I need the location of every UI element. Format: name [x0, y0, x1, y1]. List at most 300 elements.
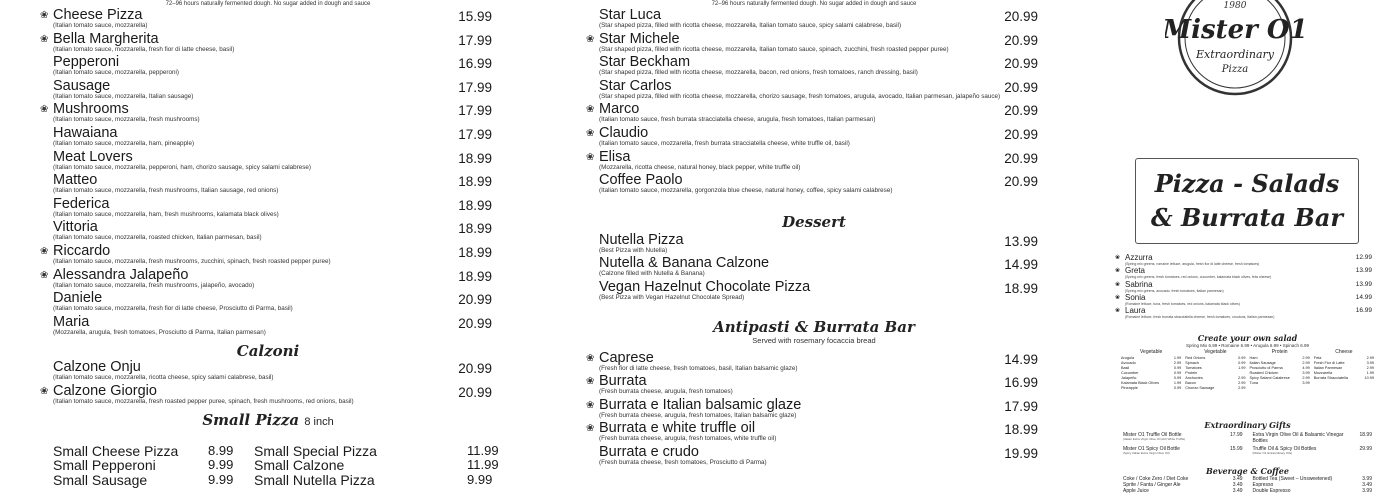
byo-option [1185, 386, 1245, 391]
item-name: Small Calzone [254, 457, 345, 473]
gift-right [1252, 432, 1372, 444]
item-name: Star Beckham [599, 54, 691, 71]
item-description: (Mozzarella, ricotta cheese, natural honey, black pepper, white truffle oil) [599, 163, 801, 171]
item-description: (Italian tomato sauce, mozzarella, pepperoni, ham, chorizo sausage, spicy salami calabrese) [53, 163, 311, 171]
logo-sub1: Extraordinary [1195, 48, 1275, 61]
gift-row [1115, 446, 1380, 455]
item-name: Cheese Pizza [53, 7, 143, 23]
item-price: 8.99 [208, 442, 234, 458]
option-name: Fresh Fior di Latte [1313, 361, 1345, 365]
item-description: (Italian tomato sauce, mozzarella, pepperoni) [53, 69, 180, 77]
option-name: Red Onions [1185, 356, 1206, 360]
menu-item [586, 102, 1042, 126]
item-price: 14.99 [1004, 257, 1038, 273]
pizza-list [40, 8, 496, 338]
item-name: Federica [53, 195, 110, 212]
option-price: 2.99 [1366, 366, 1374, 370]
menu-item [40, 150, 496, 174]
beverage-title: Beverage & Coffee [1206, 466, 1289, 476]
beverage-name: Apple Juice [1123, 488, 1149, 494]
star-pizza-list [586, 8, 1042, 197]
vegetarian-leaf-icon: ❀ [40, 269, 49, 281]
menu-item [586, 32, 1042, 56]
logo-name: Mister O1 [1165, 15, 1305, 45]
mister-o1-logo [1165, 0, 1305, 102]
vegetarian-leaf-icon: ❀ [586, 151, 595, 163]
title-banner [1135, 158, 1359, 244]
item-description: (Italian tomato sauce, mozzarella) [53, 22, 148, 29]
beverage-right [1252, 488, 1372, 494]
item-description: (Fresh fior di latte cheese, fresh tomatoes, basil, Italian balsamic glaze) [599, 364, 798, 372]
option-name: Pineapple [1121, 386, 1138, 390]
menu-item [40, 55, 496, 79]
byo-column [1121, 356, 1181, 391]
item-description: (Italian tomato sauce, mozzarella, roasted chicken, Italian parmesan, basil) [53, 234, 262, 242]
item-description: (Italian tomato sauce, mozzarella, ham, pineapple) [53, 139, 195, 147]
item-price: 20.99 [1004, 174, 1038, 190]
item-price: 15.99 [458, 9, 492, 24]
item-price: 17.99 [458, 79, 492, 95]
item-name: Small Nutella Pizza [254, 471, 375, 488]
option-name: Italian Parmesan [1313, 366, 1343, 370]
option-name: Tuna [1249, 381, 1259, 385]
byo-column-header: Vegetable [1140, 349, 1163, 355]
byo-grid [1115, 349, 1380, 391]
option-name: Roasted Chicken [1249, 371, 1279, 375]
option-name: Kalamata Black Olives [1121, 381, 1159, 385]
item-description: (Italian tomato sauce, mozzarella, fresh mushrooms, zucchini, spinach, fresh roasted pepper puree) [53, 257, 331, 265]
menu-item [586, 351, 1042, 375]
dough-note-2: 72–96 hours naturally fermented dough. No sugar added in dough and sauce [711, 1, 917, 7]
salad-item [1115, 267, 1380, 280]
beverage-name: Coke / Coke Zero / Diet Coke [1123, 476, 1189, 482]
gift-name: Extra Virgin Olive Oil & Balsamic Vinegar Bottles [1252, 432, 1344, 444]
item-name: Pepperoni [53, 54, 120, 71]
byo-bases: Spring Mix 6.99 • Romaine 6.99 • Arugula 6.99 • Spinach 6.99 [1185, 343, 1310, 348]
option-name: Basil [1121, 366, 1130, 370]
byo-column-header: Protein [1271, 349, 1288, 355]
menu-item [586, 173, 1042, 197]
menu-item [586, 150, 1042, 174]
item-description: (Best Pizza with Nutella) [599, 246, 668, 254]
item-name: Vittoria [53, 219, 98, 236]
option-price: 2.99 [1302, 376, 1310, 380]
small-pizza-grid [40, 431, 499, 491]
vegetarian-leaf-icon: ❀ [40, 33, 49, 45]
option-name: Tomatoes [1185, 366, 1202, 370]
option-name: Arugula [1121, 356, 1135, 360]
item-name: Caprese [599, 349, 654, 366]
item-description: (Italian tomato sauce, fresh burrata stracciatella cheese, arugula, fresh tomatoes, Italian parmesan) [599, 116, 876, 124]
item-name: Small Pepperoni [53, 457, 156, 473]
item-description: (Italian tomato sauce, mozzarella, fresh mushrooms, Italian sausage, red onions) [53, 187, 279, 195]
beverage-name: Double Espresso [1252, 488, 1291, 494]
item-name: Vegan Hazelnut Chocolate Pizza [599, 278, 811, 295]
item-description: (Best Pizza with Vegan Hazelnut Chocolate Spread) [599, 293, 745, 301]
option-price: 0.99 [1238, 361, 1246, 365]
small-pizza-heading [40, 411, 496, 431]
item-name: Hawaiana [53, 124, 118, 141]
item-name: Riccardo [53, 242, 111, 259]
beverage-price: 3.99 [1362, 488, 1372, 494]
item-price: 20.99 [458, 384, 492, 400]
item-name: Bella Margherita [53, 30, 159, 47]
byo-column [1314, 356, 1374, 391]
item-price: 13.99 [1004, 233, 1038, 249]
salad-price: 12.99 [1355, 254, 1372, 261]
vegetarian-leaf-icon: ❀ [1115, 281, 1121, 288]
item-price: 20.99 [1004, 32, 1038, 48]
menu-item [586, 126, 1042, 150]
item-price: 17.99 [458, 32, 492, 48]
item-price: 20.99 [1004, 56, 1038, 72]
item-price: 20.99 [1004, 79, 1038, 95]
item-description: (Fresh burrata cheese, arugula, fresh tomatoes, Italian balsamic glaze) [599, 411, 797, 419]
menu-item [40, 79, 496, 103]
option-price: 10.99 [1364, 376, 1374, 380]
salad-name: Greta [1125, 266, 1146, 276]
logo-seal-icon [1165, 0, 1305, 102]
beverage-price: 3.49 [1362, 482, 1372, 488]
item-name: Burrata [599, 373, 647, 390]
gift-name: Mister O1 Truffle Oil Bottle [1123, 432, 1182, 438]
dough-note: 72–96 hours naturally fermented dough. No sugar added in dough and sauce [165, 1, 371, 7]
item-price: 18.99 [458, 150, 492, 166]
byo-option [1121, 386, 1181, 391]
item-price: 20.99 [1004, 150, 1038, 166]
item-price: 18.99 [458, 268, 492, 284]
item-price: 20.99 [458, 361, 492, 377]
item-description: (Italian tomato sauce, mozzarella, fresh mushrooms) [53, 116, 200, 124]
item-name: Elisa [599, 148, 631, 165]
beverage-left [1123, 488, 1243, 494]
option-name: Italian Sausage [1249, 361, 1276, 365]
option-price: 3.99 [1366, 361, 1374, 365]
item-name: Matteo [53, 172, 98, 189]
gift-row [1115, 432, 1380, 444]
item-name: Star Luca [599, 7, 662, 23]
item-description: (Italian tomato sauce, mozzarella, ham, fresh mushrooms, kalamata black olives) [53, 210, 279, 218]
salad-name: Sabrina [1125, 279, 1153, 289]
menu-column-specials [586, 0, 1042, 469]
gift-name-block [1252, 446, 1316, 455]
menu-item [586, 374, 1042, 398]
menu-item [40, 268, 496, 292]
item-price: 16.99 [458, 56, 492, 72]
item-name: Burrata e white truffle oil [599, 420, 756, 437]
salad-price: 13.99 [1355, 267, 1372, 275]
byo-title: Create your own salad [1197, 333, 1298, 343]
gift-price: 17.99 [1230, 432, 1243, 438]
logo-year: 1980 [1223, 1, 1247, 11]
dessert-list [586, 233, 1042, 304]
item-description: (Italian tomato sauce, mozzarella, fresh burrata stracciatella cheese, white truffle oil, basil) [599, 139, 850, 147]
gift-name-block [1252, 432, 1359, 444]
option-name: Prosciutto di Parma [1249, 366, 1283, 370]
option-price: 1.99 [1173, 381, 1182, 385]
salad-price: 13.99 [1355, 280, 1372, 288]
option-price: 3.99 [1302, 371, 1310, 375]
gift-left [1123, 432, 1243, 444]
item-name: Calzone Giorgio [53, 382, 157, 399]
menu-item [40, 360, 496, 384]
gifts-section [1115, 420, 1380, 455]
byo-option [1250, 381, 1310, 386]
option-name: Cucumber [1121, 371, 1139, 375]
gift-note: (Italian Extra Virgin Olive Oil with White Truffle) [1123, 437, 1186, 441]
dessert-heading: Dessert [782, 212, 846, 231]
item-price: 18.99 [458, 244, 492, 260]
item-name: Sausage [53, 77, 111, 94]
item-name: Alessandra Jalapeño [53, 266, 189, 283]
gift-price: 29.99 [1359, 446, 1372, 452]
gift-note: (Mister O1 Extraordinary Oils) [1252, 451, 1293, 455]
salad-description: (Spring mix greens, romaine lettuce, arugula, fresh fior di latte cheese, fresh tomatoes) [1125, 262, 1260, 266]
item-name: Maria [53, 313, 90, 330]
option-name: Mozzarella [1313, 371, 1333, 375]
item-price: 20.99 [458, 292, 492, 308]
vegetarian-leaf-icon: ❀ [586, 104, 595, 116]
salad-item [1115, 254, 1380, 267]
item-name: Marco [599, 101, 640, 118]
item-description: (Star shaped pizza, filled with ricotta cheese, mozzarella, Italian tomato sauce, spinach, zucchini, fresh roasted pepper puree) [599, 45, 949, 53]
gift-left [1123, 446, 1243, 455]
small-pizza-title: Small Pizza [202, 410, 300, 429]
banner-line-2: & Burrata Bar [1150, 203, 1344, 232]
beverage-list [1115, 476, 1380, 494]
option-name: Feta [1313, 356, 1322, 360]
antipasti-heading: Antipasti & Burrata Bar [713, 317, 915, 336]
item-name: Calzone Onju [53, 359, 141, 376]
menu-column-pizzas [40, 0, 499, 491]
item-description: (Italian tomato sauce, mozzarella, fresh fior di latte cheese, Prosciutto di Parma, basil) [53, 305, 293, 313]
beverage-price: 3.49 [1232, 482, 1243, 488]
menu-item [40, 32, 496, 56]
beverage-row [1115, 488, 1380, 494]
gift-price: 18.99 [1359, 432, 1372, 438]
vegetarian-leaf-icon: ❀ [1115, 308, 1121, 315]
vegetarian-leaf-icon: ❀ [586, 376, 595, 388]
small-pizza-item [254, 471, 493, 488]
beverage-name: Espresso [1252, 482, 1274, 488]
vegetarian-leaf-icon: ❀ [40, 245, 49, 257]
item-price: 17.99 [458, 126, 492, 142]
gift-name-block [1123, 446, 1180, 455]
item-price: 18.99 [458, 197, 492, 213]
menu-item [40, 197, 496, 221]
item-price: 9.99 [208, 471, 234, 487]
option-name: Avocado [1121, 361, 1136, 365]
option-name: Ham [1249, 356, 1258, 360]
salad-item [1115, 294, 1380, 307]
item-name: Star Carlos [599, 77, 672, 94]
option-price: 2.99 [1238, 386, 1246, 390]
menu-item [586, 445, 1042, 469]
item-price: 11.99 [467, 442, 499, 458]
menu-item [40, 126, 496, 150]
option-name: Spicy Salami Calabrese [1249, 376, 1290, 380]
option-price: 0.99 [1173, 371, 1182, 375]
antipasti-list [586, 351, 1042, 469]
vegetarian-leaf-icon: ❀ [40, 385, 49, 397]
byo-column [1250, 356, 1310, 391]
item-description: (Italian tomato sauce, mozzarella, fresh roasted pepper puree, spinach, fresh mushrooms, red onions, basil) [53, 397, 354, 405]
small-pizza-item [53, 471, 234, 488]
gift-note: (Spicy Italian Extra Virgin Olive Oil) [1123, 451, 1170, 455]
item-price: 20.99 [1004, 9, 1038, 24]
option-price: 1.99 [1173, 356, 1182, 360]
salad-list [1115, 254, 1380, 320]
item-description: (Italian tomato sauce, mozzarella, gorgonzola blue cheese, natural honey, coffee, spicy salami calabrese) [599, 187, 893, 195]
item-description: (Star shaped pizza, filled with ricotta cheese, mozzarella, chorizo sausage, fresh tomatoes, arugula, avocado, Italian parmesan, jalapeño sauce) [599, 92, 1001, 100]
menu-item [40, 102, 496, 126]
salad-description: (Romaine lettuce, tuna, fresh tomatoes, red onions, kalamata black olives) [1125, 301, 1240, 306]
beverage-price: 3.49 [1232, 476, 1243, 482]
menu-item [40, 8, 496, 32]
menu-item [586, 280, 1042, 304]
salad-name: Sonia [1125, 292, 1146, 302]
item-name: Coffee Paolo [599, 172, 683, 189]
option-price: 2.99 [1238, 376, 1246, 380]
option-price: 2.99 [1366, 356, 1374, 360]
vegetarian-leaf-icon: ❀ [1115, 255, 1121, 261]
menu-item [40, 173, 496, 197]
menu-item [40, 384, 496, 408]
option-name: Spinach [1185, 361, 1199, 365]
vegetarian-leaf-icon: ❀ [586, 399, 595, 411]
item-price: 20.99 [1004, 126, 1038, 142]
small-pizza-size: 8 inch [304, 415, 334, 428]
item-description: (Italian tomato sauce, mozzarella, Italian sausage) [53, 92, 194, 100]
option-price: 2.99 [1173, 361, 1182, 365]
gift-price: 15.99 [1230, 446, 1243, 452]
item-price: 9.99 [467, 471, 493, 487]
option-name: Chorizo Sausage [1185, 386, 1215, 390]
item-description: (Mozzarella, arugula, fresh tomatoes, Prosciutto di Parma, Italian parmesan) [53, 328, 266, 336]
calzoni-list [40, 360, 496, 407]
item-description: (Fresh burrata cheese, fresh tomatoes, Prosciutto di Parma) [599, 458, 767, 466]
gift-name-block [1123, 432, 1185, 444]
item-description: (Fresh burrata cheese, arugula, fresh tomatoes) [599, 388, 733, 396]
option-price: 0.99 [1238, 356, 1246, 360]
menu-item [40, 315, 496, 339]
menu-item [40, 291, 496, 315]
menu-item [586, 398, 1042, 422]
option-price: 2.99 [1238, 381, 1246, 385]
logo-sub2: Pizza [1221, 64, 1249, 75]
item-price: 18.99 [458, 221, 492, 237]
option-price: 0.99 [1173, 386, 1182, 390]
vegetarian-leaf-icon: ❀ [40, 10, 49, 21]
item-price: 17.99 [1004, 398, 1038, 414]
item-name: Nutella & Banana Calzone [599, 255, 770, 272]
salad-name: Azzurra [1125, 253, 1153, 262]
beverage-name: Bottled Tea (Sweet – Unsweetened) [1252, 476, 1333, 482]
vegetarian-leaf-icon: ❀ [586, 423, 595, 435]
item-name: Small Special Pizza [254, 442, 377, 459]
salad-description: (Spring mix greens, fresh tomatoes, red onions, cucumber, kalamata black olives, feta cheese) [1125, 275, 1272, 280]
item-name: Claudio [599, 124, 649, 141]
salad-item [1115, 307, 1380, 320]
item-description: (Italian tomato sauce, mozzarella, fresh fior di latte cheese, basil) [53, 45, 235, 53]
item-name: Small Cheese Pizza [53, 442, 179, 459]
gift-name: Mister O1 Spicy Oil Bottle [1123, 446, 1180, 452]
beverage-price: 3.99 [1362, 476, 1372, 482]
item-price: 19.99 [1004, 445, 1038, 461]
menu-item [586, 79, 1042, 103]
gifts-title: Extraordinary Gifts [1204, 420, 1291, 430]
item-description: (Italian tomato sauce, mozzarella, fresh mushrooms, jalapeño, avocado) [53, 281, 255, 289]
vegetarian-leaf-icon: ❀ [1115, 268, 1121, 275]
item-name: Small Sausage [53, 471, 148, 488]
item-price: 20.99 [458, 315, 492, 331]
build-your-salad [1115, 333, 1380, 391]
item-price: 20.99 [1004, 103, 1038, 119]
item-description: (Star shaped pizza, filled with ricotta cheese, mozzarella, bacon, red onions, fresh tomatoes, ranch dressing, basil) [599, 69, 918, 77]
vegetarian-leaf-icon: ❀ [40, 104, 49, 116]
salad-description: (Romaine lettuce, fresh burrata stracciatella cheese, fresh tomatoes, croutons, Italian parmesan) [1125, 315, 1275, 320]
salad-name: Laura [1125, 306, 1146, 316]
vegetarian-leaf-icon: ❀ [1115, 294, 1121, 301]
option-price: 2.99 [1302, 356, 1310, 360]
menu-item [586, 8, 1042, 32]
byo-column [1185, 356, 1245, 391]
option-price: 3.99 [1302, 381, 1310, 385]
vegetarian-leaf-icon: ❀ [586, 127, 595, 139]
salad-description: (Spring mix greens, avocado, fresh tomatoes, Italian parmesan) [1125, 288, 1224, 293]
item-name: Nutella Pizza [599, 231, 684, 248]
item-name: Daniele [53, 290, 103, 307]
option-name: Protein [1185, 371, 1198, 375]
beverage-name: Sprite / Fanta / Ginger Ale [1123, 482, 1181, 488]
item-description: (Calzone filled with Nutella & Banana) [599, 270, 705, 278]
item-price: 18.99 [458, 174, 492, 190]
item-price: 18.99 [1004, 422, 1038, 438]
calzoni-heading: Calzoni [236, 342, 300, 361]
menu-item [586, 421, 1042, 445]
item-name: Meat Lovers [53, 148, 133, 165]
option-price: 0.99 [1173, 366, 1182, 370]
item-name: Burrata e Italian balsamic glaze [599, 396, 802, 413]
option-price: 1.99 [1366, 371, 1374, 375]
gift-right [1252, 446, 1372, 455]
salad-price: 16.99 [1355, 307, 1372, 315]
option-price: 2.99 [1302, 361, 1310, 365]
item-description: (Star shaped pizza, filled with ricotta cheese, mozzarella, Italian tomato sauce, spicy salami calabrese, basil) [599, 22, 902, 29]
option-price: 0.99 [1173, 376, 1182, 380]
beverage-price: 3.49 [1232, 488, 1243, 494]
item-description: (Fresh burrata cheese, arugula, fresh tomatoes, white truffle oil) [599, 435, 777, 443]
menu-item [40, 220, 496, 244]
vegetarian-leaf-icon: ❀ [586, 352, 595, 364]
byo-column-header: Cheese [1335, 349, 1353, 355]
option-price: 1.99 [1238, 366, 1246, 370]
item-description: (Italian tomato sauce, mozzarella, ricotta cheese, spicy salami calabrese, basil) [53, 374, 274, 382]
item-price: 14.99 [1004, 351, 1038, 367]
item-name: Burrata e crudo [599, 443, 699, 460]
item-price: 17.99 [458, 103, 492, 119]
gifts-list [1115, 432, 1380, 455]
option-price: 4.99 [1302, 366, 1310, 370]
gift-name: Truffle Oil & Spicy Oil Bottles [1252, 446, 1317, 452]
menu-item [586, 233, 1042, 257]
salad-price: 14.99 [1355, 293, 1372, 301]
item-name: Star Michele [599, 30, 680, 47]
menu-item [40, 244, 496, 268]
salad-item [1115, 281, 1380, 294]
item-name: Mushrooms [53, 101, 129, 118]
option-name: Jalapeño [1121, 376, 1137, 380]
